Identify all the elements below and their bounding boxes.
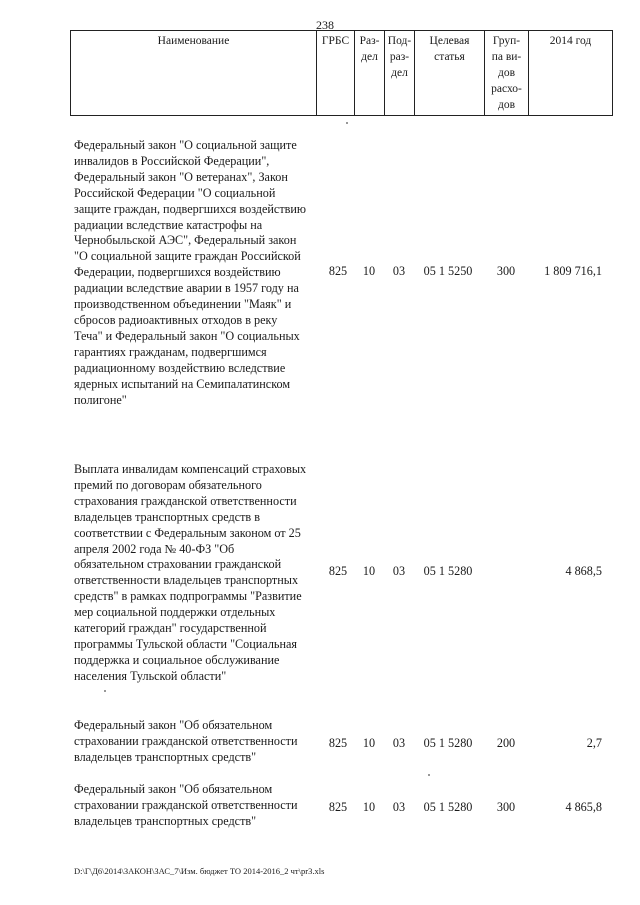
- row-razdel: 10: [362, 736, 376, 750]
- footer-file-path: D:\Г\Д6\2014\ЗАКОН\ЗАС_7\Изм. бюджет ТО 2014-2016_2 чт\pr3.xls: [74, 866, 325, 876]
- row-grbs: 825: [328, 736, 348, 750]
- table-header: [70, 30, 613, 116]
- row-razdel: 10: [362, 564, 376, 578]
- header-grbs: ГРБС: [317, 31, 355, 116]
- row-target: 05 1 5280: [423, 800, 473, 814]
- row-podrazdel: 03: [392, 564, 406, 578]
- header-razdel: Раз- дел: [355, 31, 385, 116]
- row-grbs: 825: [328, 264, 348, 278]
- row-name: Федеральный закон "Об обязательном страховании гражданской ответственности владельцев транспортных средств": [74, 782, 298, 828]
- row-podrazdel: 03: [392, 736, 406, 750]
- row-name: Выплата инвалидам компенсаций страховых премий по договорам обязательного страхования гражданской ответственности владельцев транспортных средств в соответствии с Федеральным законом от 25 апреля 2002 года № 40-ФЗ "Об обязательном страховании гражданской ответственности владельцев транспортных средств" в рамках подпрограммы "Развитие мер социальной поддержки отдельных категорий граждан" государственной программы Тульской области "Социальная поддержка и социальное обслуживание населения Тульской области": [74, 462, 307, 683]
- row-amount: 2,7: [586, 736, 602, 750]
- row-name: Федеральный закон "Об обязательном страховании гражданской ответственности владельцев транспортных средств": [74, 718, 298, 764]
- page-number: 238: [316, 18, 334, 32]
- header-podrazdel: Под- раз- дел: [385, 31, 415, 116]
- row-group: 300: [496, 800, 516, 814]
- header-name: Наименование: [71, 31, 317, 116]
- row-grbs: 825: [328, 800, 348, 814]
- row-group: 300: [496, 264, 516, 278]
- scan-speck: [428, 774, 430, 776]
- header-group: Груп- па ви- дов расхо- дов: [485, 31, 529, 116]
- scan-speck: [104, 690, 106, 692]
- row-amount: 4 865,8: [565, 800, 602, 814]
- scan-speck: [346, 122, 348, 124]
- header-target: Целевая статья: [415, 31, 485, 116]
- row-group: 200: [496, 736, 516, 750]
- row-name: Федеральный закон "О социальной защите инвалидов в Российской Федерации", Федеральный закон "О ветеранах", Закон Российской Федерации "О социальной защите граждан, подвергшихся воздействию радиации вследствие катастрофы на Чернобыльской АЭС", Федеральный закон "О социальной защите граждан Российской Федерации, подвергшихся воздействию радиации вследствие аварии в 1957 году на производственном объединении "Маяк" и сбросов радиоактивных отходов в реку Теча" и Федеральный закон "О социальных гарантиях гражданам, подвергшимся радиационному воздействию вследствие ядерных испытаний на Семипалатинском полигоне": [74, 138, 307, 407]
- row-podrazdel: 03: [392, 264, 406, 278]
- row-amount: 4 868,5: [565, 564, 602, 578]
- header-year: 2014 год: [529, 31, 613, 116]
- row-razdel: 10: [362, 264, 376, 278]
- row-podrazdel: 03: [392, 800, 406, 814]
- row-target: 05 1 5280: [423, 736, 473, 750]
- row-amount: 1 809 716,1: [544, 264, 602, 278]
- row-target: 05 1 5250: [423, 264, 473, 278]
- row-target: 05 1 5280: [423, 564, 473, 578]
- row-grbs: 825: [328, 564, 348, 578]
- row-razdel: 10: [362, 800, 376, 814]
